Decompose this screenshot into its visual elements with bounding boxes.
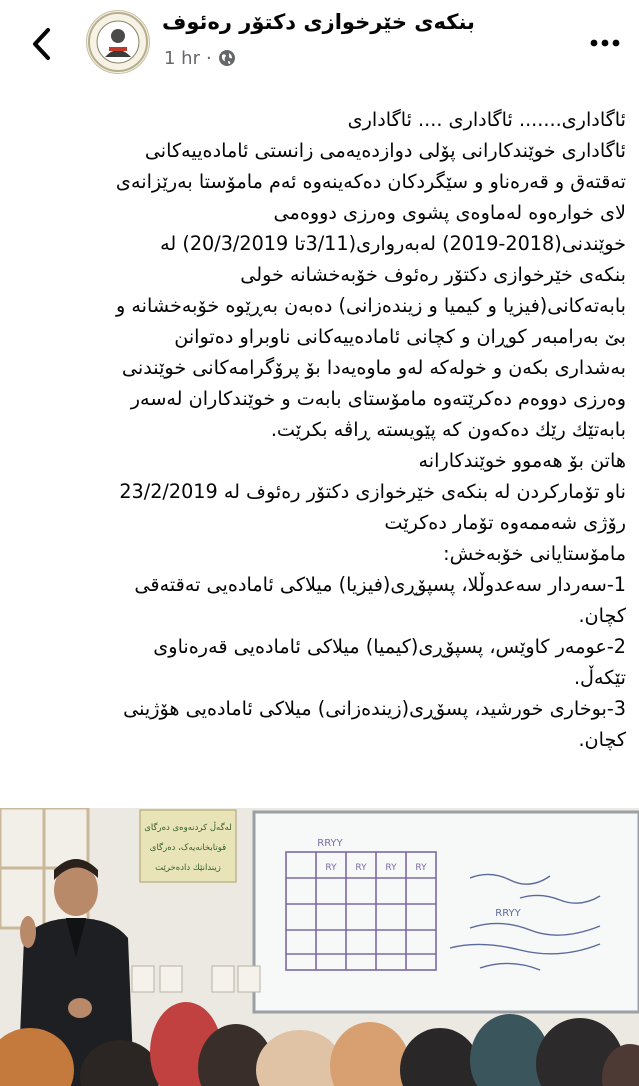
- post-line: 2-عومەر کاوێس، پسپۆڕی(کیمیا) میلاکی ئامادەیی قەرەناوی: [153, 635, 626, 658]
- post-line: بەشداری بکەن و خولەکە لەو ماوەیەدا بۆ پرۆگرامەکانی خوێندنی: [121, 356, 626, 379]
- post-line: هاتن بۆ هەموو خوێندکارانە: [418, 449, 626, 472]
- classroom-photo: [0, 808, 639, 1086]
- post-photo[interactable]: [0, 808, 639, 1086]
- board-cell-text: RY: [385, 863, 397, 873]
- post-line: بێ بەرامبەر کوڕان و کچانی ئامادەییەکانی ناوبراو دەتوانن: [174, 325, 626, 348]
- page-avatar[interactable]: [86, 10, 150, 74]
- post-line: خوێندنی(2018-2019) لەبەرواری(3/11تا 20/3/2019) لە: [160, 232, 626, 255]
- board-cell-text: RRYY: [317, 838, 343, 849]
- post-line: 3-بوخاری خورشید، پسۆڕی(زیندەزانی) میلاکی ئامادەیی هۆژینی: [123, 697, 626, 720]
- post-line: ئاگاداری خوێندکارانی پۆلی دوازدەیەمی زانستی ئامادەییەکانی: [144, 139, 626, 162]
- post-line: کچان.: [578, 728, 626, 751]
- post-line: تێکەڵ.: [573, 666, 626, 689]
- chevron-left-icon[interactable]: [26, 24, 58, 64]
- more-dots-icon[interactable]: [588, 34, 622, 52]
- post-line: بنکەی خێرخوازی دکتۆر رەئوف خۆبەخشانە خولی: [240, 263, 626, 286]
- globe-icon: [218, 49, 236, 67]
- post-line: کچان.: [578, 604, 626, 627]
- poster-line: زیندانێك دادەخرێت: [155, 863, 221, 873]
- meta-separator: ·: [205, 47, 212, 69]
- post-line: ناو تۆمارکردن لە بنکەی خێرخوازی دکتۆر رەئوف لە 23/2/2019: [119, 480, 626, 503]
- post-body: [14, 104, 626, 755]
- post-line: رۆژی شەممەوە تۆمار دەکرێت: [384, 511, 626, 534]
- post-header: [0, 0, 639, 88]
- post-line: بابەتێك رێك دەکەون کە پێویستە ڕاڤە بکرێت.: [270, 418, 626, 441]
- post-meta: [164, 46, 236, 70]
- page-name[interactable]: بنکەی خێرخوازی دکتۆر رەئوف: [162, 10, 475, 34]
- post-line: وەرزی دووەم دەکرێتەوە مامۆستای بابەت و خوێندکاران لەسەر: [130, 387, 626, 410]
- poster-line: لەگەڵ کردنەوەی دەرگای: [144, 823, 232, 833]
- poster-line: قوتابخانەیەک، دەرگای: [149, 843, 227, 853]
- post-line: لای خوارەوە لەماوەی پشوی وەرزی دووەمی: [273, 201, 626, 224]
- board-cell-text: RY: [355, 863, 367, 873]
- post-time[interactable]: 1 hr: [164, 47, 200, 69]
- board-cell-text: RY: [415, 863, 427, 873]
- board-cell-text: RRYY: [495, 908, 521, 919]
- post-line: 1-سەردار سەعدوڵلا، پسپۆڕی(فیزیا) میلاکی ئامادەیی تەقتەقی: [134, 573, 626, 596]
- post-line: تەقتەق و قەرەناو و سێگردکان دەکەینەوە ئەم مامۆستا بەرێزانەی: [115, 170, 626, 193]
- board-cell-text: RY: [325, 863, 337, 873]
- post-line: مامۆستایانی خۆبەخش:: [443, 542, 626, 565]
- post-line: بابەتەکانی(فیزیا و کیمیا و زیندەزانی) دەبەن بەڕێوە خۆبەخشانە و: [116, 294, 626, 317]
- logo-icon: [87, 11, 149, 73]
- post-line: ئاگاداری....... ئاگاداری .... ئاگاداری: [347, 108, 626, 131]
